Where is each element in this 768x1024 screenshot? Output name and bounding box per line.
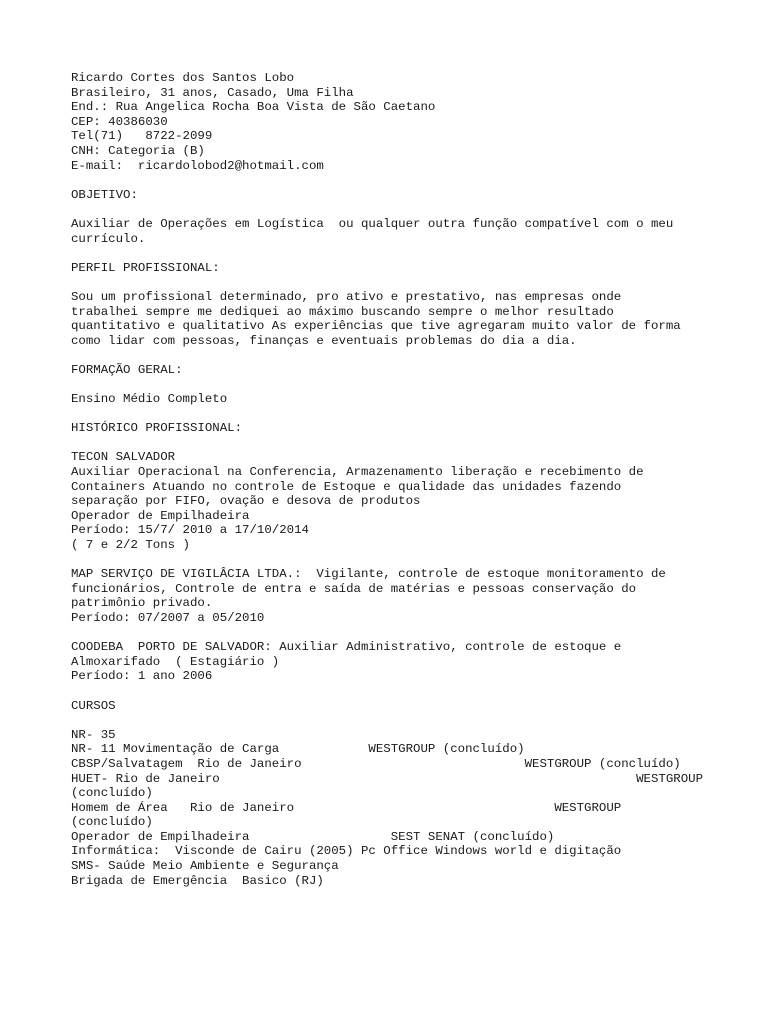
job-entry-map <box>71 567 761 625</box>
job-line: Almoxarifado ( Estagiário ) <box>71 654 280 669</box>
job-line: Auxiliar Operacional na Conferencia, Armazenamento liberação e recebimento de <box>71 465 644 480</box>
header-section <box>71 71 761 173</box>
cursos-section <box>71 699 761 889</box>
historico-section <box>71 421 761 684</box>
job-line: MAP SERVIÇO DE VIGILÂCIA LTDA.: Vigilante, controle de estoque monitoramento de <box>71 567 666 582</box>
job-line: Operador de Empilhadeira <box>71 508 250 523</box>
curso-line: CBSP/Salvatagem Rio de Janeiro WESTGROUP (concluído) <box>71 756 681 771</box>
section-heading-formacao: FORMAÇÃO GERAL: <box>71 362 183 377</box>
job-line: Containers Atuando no controle de Estoque e qualidade das unidades fazendo <box>71 479 622 494</box>
job-line: patrimônio privado. <box>71 596 213 611</box>
cep: CEP: 40386030 <box>71 114 168 129</box>
section-heading-cursos: CURSOS <box>71 698 116 713</box>
job-line: COODEBA PORTO DE SALVADOR: Auxiliar Administrativo, controle de estoque e <box>71 640 622 655</box>
curso-line: (concluído) <box>71 815 153 830</box>
job-line: ( 7 e 2/2 Tons ) <box>71 538 190 552</box>
perfil-line: trabalhei sempre me dediquei ao máximo buscando sempre o melhor resultado <box>71 304 614 319</box>
curso-line: NR- 11 Movimentação de Carga WESTGROUP (concluído) <box>71 742 525 757</box>
curso-line: (concluído) <box>71 786 153 801</box>
curso-line: Homem de Área Rio de Janeiro WESTGROUP <box>71 800 622 815</box>
job-line: TECON SALVADOR <box>71 450 176 465</box>
section-heading-perfil: PERFIL PROFISSIONAL: <box>71 260 220 275</box>
curso-line: HUET- Rio de Janeiro WESTGROUP <box>71 771 704 786</box>
objetivo-line: Auxiliar de Operações em Logística ou qualquer outra função compatível com o meu <box>71 216 674 231</box>
job-entry-coodeba <box>71 640 761 684</box>
curso-line: SMS- Saúde Meio Ambiente e Segurança <box>71 859 339 874</box>
email: E-mail: ricardolobod2@hotmail.com <box>71 158 324 173</box>
candidate-name: Ricardo Cortes dos Santos Lobo <box>71 71 295 85</box>
job-line: Período: 15/7/ 2010 a 17/10/2014 <box>71 523 309 538</box>
curso-line: Informática: Visconde de Cairu (2005) Pc Office Windows world e digitação <box>71 844 622 859</box>
perfil-line: Sou um profissional determinado, pro ativo e prestativo, nas empresas onde <box>71 289 622 304</box>
section-heading-historico: HISTÓRICO PROFISSIONAL: <box>71 421 243 436</box>
cnh: CNH: Categoria (B) <box>71 143 205 158</box>
formacao-section <box>71 363 761 407</box>
perfil-line: quantitativo e qualitativo As experiências que tive agregaram muito valor de forma <box>71 319 681 334</box>
address: End.: Rua Angelica Rocha Boa Vista de São Caetano <box>71 100 436 115</box>
job-entry-tecon <box>71 450 761 552</box>
perfil-line: como lidar com pessoas, finanças e eventuais problemas do dia a dia. <box>71 333 577 348</box>
job-line: Período: 1 ano 2006 <box>71 669 213 684</box>
section-heading-objetivo: OBJETIVO: <box>71 187 138 202</box>
objetivo-line: currículo. <box>71 231 146 246</box>
personal-info: Brasileiro, 31 anos, Casado, Uma Filha <box>71 85 354 100</box>
job-line: Período: 07/2007 a 05/2010 <box>71 610 265 625</box>
curso-line: Operador de Empilhadeira SEST SENAT (concluído) <box>71 829 555 844</box>
objetivo-section <box>71 188 761 246</box>
resume-document <box>71 71 761 888</box>
perfil-section <box>71 261 761 349</box>
phone: Tel(71) 8722-2099 <box>71 129 213 144</box>
job-line: separação por FIFO, ovação e desova de produtos <box>71 494 421 509</box>
curso-line: Brigada de Emergência Basico (RJ) <box>71 873 324 888</box>
curso-line: NR- 35 <box>71 727 116 742</box>
job-line: funcionários, Controle de entra e saída de matérias e pessoas conservação do <box>71 581 637 596</box>
formacao-line: Ensino Médio Completo <box>71 392 228 407</box>
